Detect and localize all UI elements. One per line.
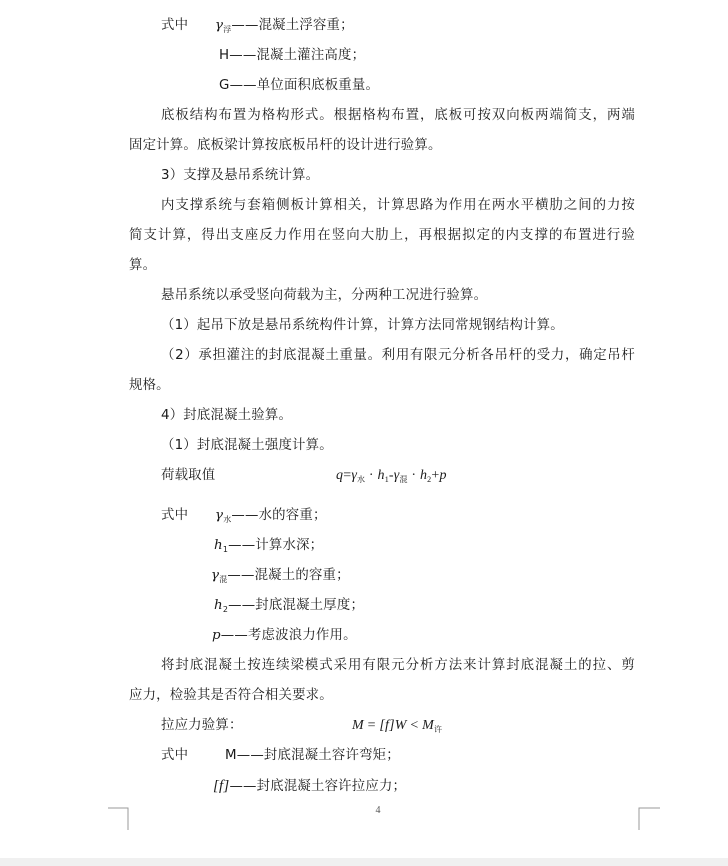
paragraph-line: 固定计算。底板梁计算按底板吊杆的设计进行验算。: [129, 138, 442, 153]
tension-label: 拉应力验算：: [161, 718, 243, 733]
p-symbol: p: [212, 628, 221, 643]
definition-line: [161, 507, 188, 525]
subscript: 水: [357, 475, 366, 484]
paragraph-line: 规格。: [129, 378, 170, 393]
definition-line: [161, 17, 188, 35]
definition-line: [211, 567, 350, 589]
list-item: （2）承担灌注的封底混凝土重量。利用有限元分析各吊杆的受力，确定吊杆: [161, 348, 635, 363]
formula-operator: +: [431, 468, 440, 483]
subscript: 许: [434, 725, 443, 734]
formula-operator: ·: [407, 468, 420, 483]
formula-symbol: h: [377, 468, 385, 483]
formula-operator: <: [406, 718, 423, 733]
formula-symbol: γ: [351, 468, 358, 483]
formula-symbol: p: [439, 468, 447, 483]
definition-text: ——水的容重；: [231, 508, 327, 523]
page-number: 4: [375, 805, 381, 816]
formula-operator: =: [343, 468, 352, 483]
formula-symbol: γ: [393, 468, 400, 483]
prefix-text: 式中: [161, 748, 189, 763]
subscript: 2: [222, 605, 229, 614]
subscript: 水: [223, 515, 232, 524]
h-symbol: h: [214, 538, 223, 553]
page-gap: [0, 858, 728, 866]
list-item: （1）起吊下放是悬吊系统构件计算，计算方法同常规钢结构计算。: [161, 318, 564, 333]
formula-operator: =: [363, 718, 380, 733]
section-heading: 4）封底混凝土验算。: [161, 408, 293, 423]
definition-line: [215, 507, 327, 529]
paragraph-line: 底板结构布置为格构形式。根据格构布置，底板可按双向板两端简支，两端: [161, 108, 635, 123]
definition-text: ——计算水深；: [228, 538, 324, 553]
f-bracket-symbol: [f]: [213, 778, 230, 794]
paragraph-line: 内支撑系统与套箱侧板计算相关，计算思路为作用在两水平横肋之间的力按: [161, 198, 635, 213]
paragraph-line: 将封底混凝土按连续梁模式采用有限元分析方法来计算封底混凝土的拉、剪: [161, 658, 635, 673]
formula-symbol: [f]: [379, 718, 395, 733]
subscript: 浮: [223, 25, 232, 34]
prefix-text: 式中: [161, 18, 189, 33]
paragraph-line: 简支计算，得出支座反力作用在竖向大肋上，再根据拟定的内支撑的布置进行验: [129, 228, 635, 243]
definition-text: ——考虑波浪力作用。: [220, 628, 357, 643]
definition-line: [214, 537, 323, 559]
definition-text: G——单位面积底板重量。: [219, 78, 380, 93]
formula-symbol: q: [336, 468, 344, 483]
definition-line: [225, 747, 400, 765]
page-corner-mark-right: [636, 806, 660, 832]
load-label: 荷载取值: [161, 468, 216, 483]
formula-operator: ·: [365, 468, 378, 483]
subscript: 混: [399, 475, 408, 484]
gamma-symbol: γ: [211, 568, 220, 583]
subscript: 1: [222, 545, 229, 554]
definition-text: H——混凝土灌注高度；: [219, 48, 366, 63]
definition-line: [213, 777, 406, 796]
definition-line: [219, 77, 379, 95]
definition-text: ——封底混凝土容许拉应力；: [229, 779, 407, 794]
subscript: 2: [427, 475, 432, 484]
gamma-symbol: γ: [215, 18, 224, 33]
page-corner-mark-left: [108, 806, 132, 832]
formula-symbol: M: [352, 718, 364, 733]
definition-line: [215, 17, 354, 39]
definition-line: [219, 47, 365, 65]
gamma-symbol: γ: [215, 508, 224, 523]
definition-text: M——封底混凝土容许弯矩；: [225, 748, 400, 763]
section-heading: 3）支撑及悬吊系统计算。: [161, 168, 320, 183]
prefix-text: 式中: [161, 508, 189, 523]
list-item: （1）封底混凝土强度计算。: [161, 438, 333, 453]
definition-line: [214, 597, 364, 619]
load-formula: [336, 467, 447, 489]
formula-symbol: h: [419, 468, 428, 483]
definition-text: ——封底混凝土厚度；: [228, 598, 365, 613]
subscript: 混: [219, 575, 228, 584]
definition-text: ——混凝土的容重；: [227, 568, 350, 583]
definition-line: [161, 747, 188, 765]
paragraph-line: 悬吊系统以承受竖向荷载为主，分两种工况进行验算。: [161, 288, 488, 303]
formula-symbol: M: [422, 718, 435, 733]
paragraph-line: 算。: [129, 258, 157, 273]
definition-text: ——混凝土浮容重；: [231, 18, 354, 33]
subscript: 1: [384, 475, 389, 484]
tension-formula: [352, 717, 442, 739]
formula-symbol: W: [394, 718, 407, 733]
h-symbol: h: [214, 598, 223, 613]
formula-operator: -: [388, 468, 394, 483]
paragraph-line: 应力，检验其是否符合相关要求。: [129, 688, 333, 703]
definition-line: [212, 627, 357, 645]
